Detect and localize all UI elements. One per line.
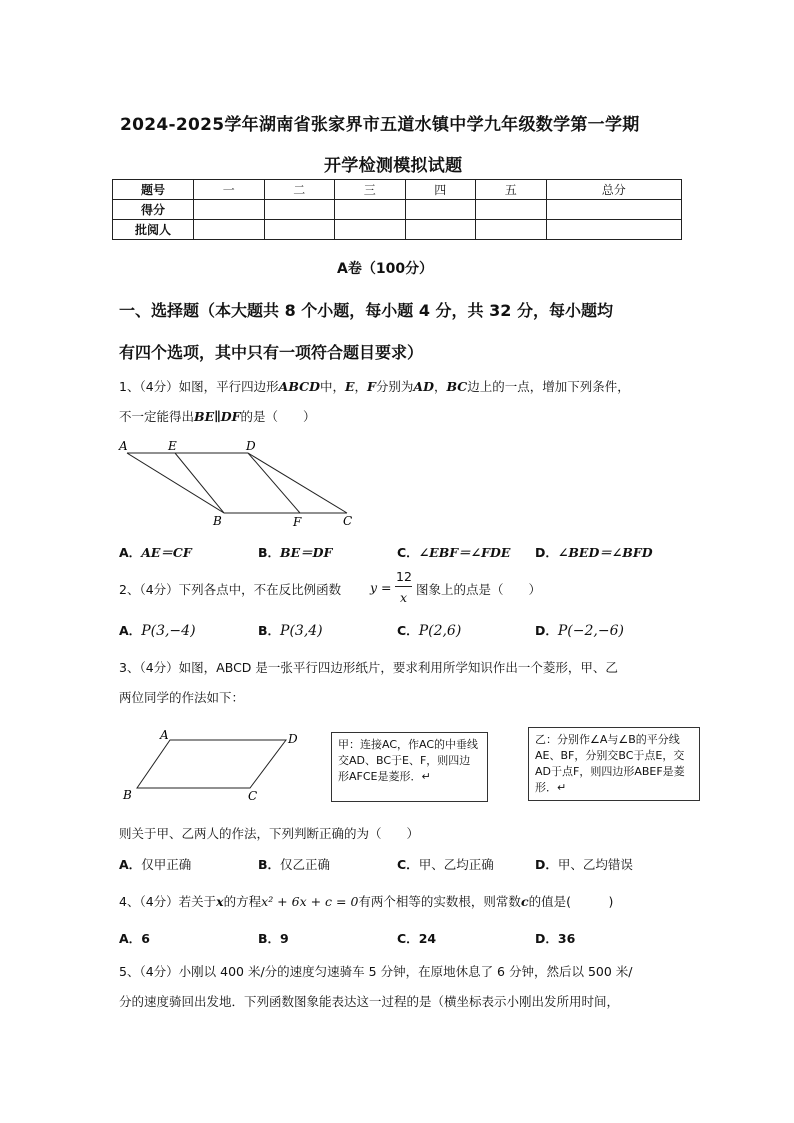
score-cell [264, 200, 335, 220]
q2-fraction-numerator: 12 [396, 569, 412, 584]
option-label: B． [258, 545, 281, 560]
score-cell [546, 200, 682, 220]
q1-segment-df [248, 453, 300, 513]
q1-label-d: D [246, 439, 256, 453]
q4-option-d[interactable] [535, 929, 575, 947]
q1-text: ， [354, 379, 368, 394]
score-cell [264, 220, 335, 240]
score-table-row [113, 200, 682, 220]
q4-equation: x² + 6x + c = 0 [261, 894, 359, 909]
q3-text-line1 [119, 658, 618, 676]
q3-text-line2: 两位同学的作法如下： [119, 690, 245, 705]
score-cell [476, 220, 547, 240]
q4-option-c[interactable] [397, 929, 436, 947]
q3-label-b: B [123, 788, 132, 802]
q1-label-c: C [343, 514, 353, 528]
score-cell [194, 200, 265, 220]
q1-f: F [367, 379, 376, 394]
q5-text-line1 [119, 962, 633, 980]
score-header-cell: 总分 [546, 180, 682, 200]
option-label: D． [535, 623, 558, 638]
q1-text: 中， [319, 379, 345, 394]
exam-title-line1: 2024-2025学年湖南省张家界市五道水镇中学九年级数学第一学期 [120, 115, 640, 135]
option-text: 甲、乙均错误 [557, 857, 633, 872]
q3-option-a[interactable] [119, 855, 191, 873]
q1-parallelogram-figure [115, 436, 365, 531]
option-text: AE＝CF [141, 545, 192, 560]
q1-e: E [344, 379, 355, 394]
option-label: C． [397, 857, 419, 872]
section1-heading-line2: 有四个选项，其中只有一项符合题目要求） [119, 343, 424, 362]
q1-text: ， [433, 379, 447, 394]
q5-number: 5、（4分） [119, 964, 179, 979]
q1-text: 不一定能得出 [119, 409, 195, 424]
score-table-row [113, 220, 682, 240]
q3-option-c[interactable] [397, 855, 494, 873]
score-header-cell: 二 [264, 180, 335, 200]
option-text: ∠EBF＝∠FDE [418, 545, 511, 560]
q1-option-d[interactable] [535, 543, 653, 561]
option-text: 仅乙正确 [280, 857, 331, 872]
option-label: A． [119, 931, 142, 946]
q3-option-b[interactable] [258, 855, 330, 873]
option-label: D． [535, 931, 558, 946]
exam-title-line2: 开学检测模拟试题 [324, 156, 463, 176]
score-cell [546, 220, 682, 240]
q1-text: 分别为 [375, 379, 414, 394]
q3-parallelogram-figure [118, 727, 308, 805]
option-text: 9 [280, 931, 289, 946]
q4-text-part: 有两个相等的实数根，则常数 [358, 894, 521, 909]
q3-label-c: C [248, 789, 258, 803]
score-header-cell: 五 [476, 180, 547, 200]
q2-text [119, 580, 341, 598]
q2-function-y: y = [370, 580, 392, 595]
q1-abcd: ABCD [278, 379, 320, 394]
option-text: P(−2,−6) [557, 623, 624, 639]
q2-option-b[interactable] [258, 621, 323, 639]
q4-option-a[interactable] [119, 929, 150, 947]
q1-bc: BC [446, 379, 468, 394]
q4-c: c [520, 894, 529, 909]
q4-text [119, 892, 613, 910]
score-row-label: 得分 [113, 200, 194, 220]
option-text: P(3,−4) [141, 623, 196, 639]
q3-label-a: A [160, 728, 169, 742]
q5-text-line2: 分的速度骑回出发地．下列函数图象能表达这一过程的是（横坐标表示小刚出发所用时间， [119, 994, 620, 1009]
option-label: A． [119, 545, 142, 560]
q4-text-part: 的值是( ) [528, 894, 614, 909]
q3-method-jia-box: 甲：连接AC，作AC的中垂线交AD、BC于E、F，则四边形AFCE是菱形．↵ [331, 732, 488, 802]
q3-text-part: 如图，ABCD 是一张平行四边形纸片，要求利用所学知识作出一个菱形，甲、乙 [178, 660, 618, 675]
option-text: ∠BED＝∠BFD [557, 545, 653, 560]
q5-text-part: 小刚以 400 米/分的速度匀速骑车 5 分钟，在原地休息了 6 分钟，然后以 500 米/ [178, 964, 633, 979]
q2-option-d[interactable] [535, 621, 624, 639]
q1-be-df: BE∥DF [194, 409, 241, 424]
q3-question: 则关于甲、乙两人的作法，下列判断正确的为（ ） [119, 826, 420, 841]
score-header-cell: 四 [405, 180, 476, 200]
option-text: 甲、乙均正确 [418, 857, 494, 872]
q1-label-a: A [119, 439, 128, 453]
q3-option-d[interactable] [535, 855, 633, 873]
q1-ad: AD [413, 379, 434, 394]
q3-label-d: D [288, 732, 298, 746]
score-cell [335, 220, 406, 240]
option-text: 6 [141, 931, 150, 946]
q1-label-f: F [293, 515, 302, 529]
q1-option-a[interactable] [119, 543, 192, 561]
q2-fraction-denominator: x [400, 590, 408, 605]
q1-edge-dc [248, 453, 347, 513]
option-label: D． [535, 857, 558, 872]
q1-label-e: E [168, 439, 177, 453]
score-header-cell: 一 [194, 180, 265, 200]
q3-method-yi-box: 乙：分别作∠A与∠B的平分线AE、BF，分别交BC于点E，交AD于点F，则四边形ABEF是菱形．↵ [528, 727, 700, 801]
option-label: D． [535, 545, 558, 560]
q1-segment-be [175, 453, 224, 513]
option-label: B． [258, 623, 281, 638]
q2-fraction-bar [395, 586, 412, 587]
option-label: A． [119, 623, 142, 638]
score-table-header-row [113, 180, 682, 200]
q4-text-part: 若关于 [178, 894, 217, 909]
q2-text-part: 下列各点中，不在反比例函数 [178, 582, 342, 597]
option-label: C． [397, 623, 419, 638]
q1-text-line2 [119, 407, 315, 425]
q3-number: 3、（4分） [119, 660, 179, 675]
q1-number: 1、（4分） [119, 379, 179, 394]
q1-text-line1 [119, 377, 630, 395]
option-text: 仅甲正确 [141, 857, 192, 872]
option-text: 24 [418, 931, 437, 946]
score-header-cell: 三 [335, 180, 406, 200]
q1-text: 的是（ ） [240, 409, 316, 424]
q3-parallelogram [137, 740, 286, 788]
q4-text-part: 的方程 [223, 894, 262, 909]
option-label: A． [119, 857, 142, 872]
option-label: C． [397, 931, 419, 946]
q1-option-c[interactable] [397, 543, 510, 561]
option-text: P(2,6) [418, 623, 462, 639]
option-text: BE＝DF [280, 545, 333, 560]
q2-number: 2、（4分） [119, 582, 179, 597]
score-cell [476, 200, 547, 220]
q4-x: x [216, 894, 224, 909]
score-row-label: 批阅人 [113, 220, 194, 240]
q1-text: 边上的一点，增加下列条件， [467, 379, 630, 394]
q1-edge-ab [127, 453, 224, 513]
q4-option-b[interactable] [258, 929, 289, 947]
section1-heading-line1: 一、选择题（本大题共 8 个小题，每小题 4 分，共 32 分，每小题均 [119, 301, 613, 320]
score-cell [194, 220, 265, 240]
paper-a-heading: A卷（100分） [337, 261, 434, 277]
q4-number: 4、（4分） [119, 894, 179, 909]
option-label: C． [397, 545, 419, 560]
q1-label-b: B [213, 514, 222, 528]
q2-option-c[interactable] [397, 621, 461, 639]
score-cell [335, 200, 406, 220]
score-cell [405, 200, 476, 220]
option-label: B． [258, 931, 281, 946]
q1-option-b[interactable] [258, 543, 332, 561]
option-label: B． [258, 857, 281, 872]
score-table [112, 179, 682, 240]
q2-option-a[interactable] [119, 621, 196, 639]
score-cell [405, 220, 476, 240]
q2-text-tail: 图象上的点是（ ） [416, 582, 542, 597]
option-text: 36 [557, 931, 576, 946]
score-header-cell: 题号 [113, 180, 194, 200]
option-text: P(3,4) [280, 623, 323, 639]
q1-text: 如图，平行四边形 [178, 379, 279, 394]
